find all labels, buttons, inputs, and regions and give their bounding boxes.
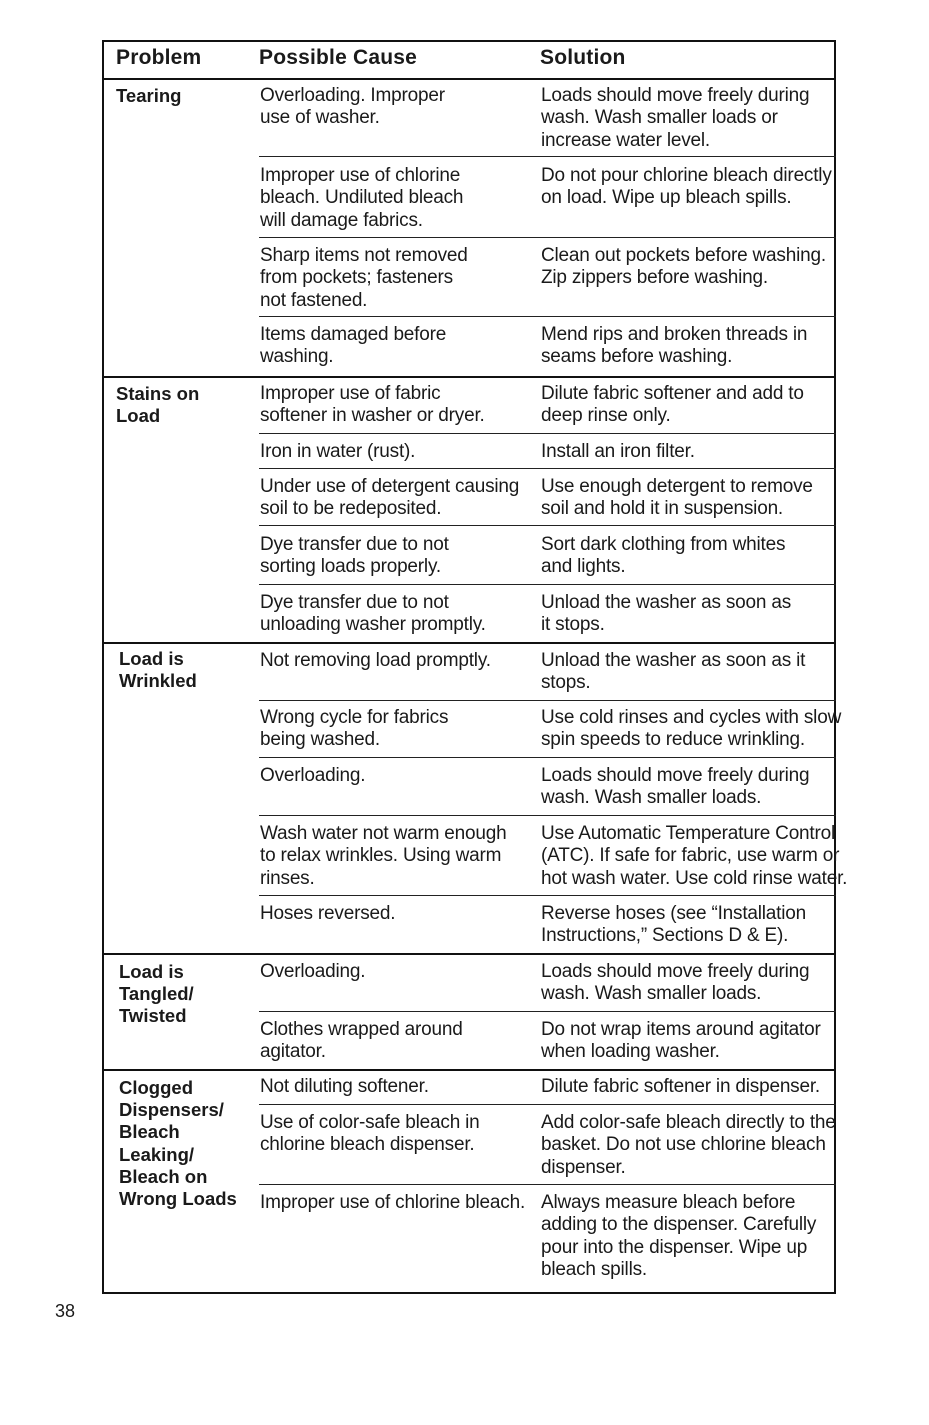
cause-text: Hoses reversed. bbox=[260, 903, 396, 924]
cause-text: Iron in water (rust). bbox=[260, 441, 416, 462]
cause-text: Items damaged before washing. bbox=[260, 324, 447, 368]
solution-text: Unload the washer as soon as it stops. bbox=[541, 592, 792, 636]
cause-text: Improper use of chlorine bleach. Undiluted bleach will damage fabrics. bbox=[260, 165, 464, 231]
cause-text: Not diluting softener. bbox=[260, 1076, 429, 1097]
column-header-problem: Problem bbox=[116, 46, 202, 69]
group-divider bbox=[102, 642, 836, 644]
solution-text: Loads should move freely during wash. Wash smaller loads. bbox=[541, 765, 810, 809]
cause-text: Dye transfer due to not sorting loads properly. bbox=[260, 534, 449, 578]
group-divider bbox=[102, 1069, 836, 1071]
group-divider bbox=[102, 376, 836, 378]
row-divider bbox=[259, 237, 836, 238]
solution-text: Loads should move freely during wash. Wash smaller loads. bbox=[541, 961, 810, 1005]
row-divider bbox=[259, 1011, 836, 1012]
solution-text: Use cold rinses and cycles with slow spin speeds to reduce wrinkling. bbox=[541, 707, 842, 751]
cause-text: Overloading. bbox=[260, 765, 366, 786]
cause-text: Wash water not warm enough to relax wrinkles. Using warm rinses. bbox=[260, 823, 507, 889]
problem-label: Load is Wrinkled bbox=[119, 648, 197, 692]
solution-text: Clean out pockets before washing. Zip zippers before washing. bbox=[541, 245, 826, 289]
solution-text: Add color-safe bleach directly to the basket. Do not use chlorine bleach dispenser. bbox=[541, 1112, 836, 1178]
row-divider bbox=[259, 433, 836, 434]
solution-text: Unload the washer as soon as it stops. bbox=[541, 650, 806, 694]
solution-text: Dilute fabric softener in dispenser. bbox=[541, 1076, 821, 1097]
page-number: 38 bbox=[55, 1301, 76, 1321]
cause-text: Sharp items not removed from pockets; fasteners not fastened. bbox=[260, 245, 468, 311]
solution-text: Do not wrap items around agitator when loading washer. bbox=[541, 1019, 821, 1063]
solution-text: Reverse hoses (see “Installation Instructions,” Sections D & E). bbox=[541, 903, 807, 947]
problem-label: Load is Tangled/ Twisted bbox=[119, 961, 194, 1027]
problem-label: Clogged Dispensers/ Bleach Leaking/ Bleach on Wrong Loads bbox=[119, 1077, 237, 1210]
solution-text: Dilute fabric softener and add to deep rinse only. bbox=[541, 383, 804, 427]
row-divider bbox=[259, 316, 836, 317]
cause-text: Not removing load promptly. bbox=[260, 650, 491, 671]
cause-text: Use of color-safe bleach in chlorine bleach dispenser. bbox=[260, 1112, 480, 1156]
solution-text: Use Automatic Temperature Control (ATC). If safe for fabric, use warm or hot wash water. Use cold rinse water. bbox=[541, 823, 848, 889]
solution-text: Sort dark clothing from whites and lights. bbox=[541, 534, 786, 578]
row-divider bbox=[259, 156, 836, 157]
group-divider bbox=[102, 953, 836, 955]
solution-text: Do not pour chlorine bleach directly on load. Wipe up bleach spills. bbox=[541, 165, 832, 209]
cause-text: Overloading. bbox=[260, 961, 366, 982]
row-divider bbox=[259, 468, 836, 469]
row-divider bbox=[259, 525, 836, 526]
row-divider bbox=[259, 815, 836, 816]
cause-text: Clothes wrapped around agitator. bbox=[260, 1019, 463, 1063]
header-divider bbox=[102, 78, 836, 80]
row-divider bbox=[259, 1184, 836, 1185]
row-divider bbox=[259, 700, 836, 701]
solution-text: Mend rips and broken threads in seams before washing. bbox=[541, 324, 808, 368]
solution-text: Always measure bleach before adding to the dispenser. Carefully pour into the dispenser. Wipe up bleach spills. bbox=[541, 1192, 817, 1281]
row-divider bbox=[259, 1104, 836, 1105]
cause-text: Under use of detergent causing soil to be redeposited. bbox=[260, 476, 520, 520]
problem-label: Tearing bbox=[116, 85, 182, 106]
row-divider bbox=[259, 757, 836, 758]
solution-text: Use enough detergent to remove soil and hold it in suspension. bbox=[541, 476, 813, 520]
column-header-cause: Possible Cause bbox=[259, 46, 418, 69]
cause-text: Overloading. Improper use of washer. bbox=[260, 85, 445, 129]
row-divider bbox=[259, 895, 836, 896]
solution-text: Loads should move freely during wash. Wash smaller loads or increase water level. bbox=[541, 85, 810, 151]
cause-text: Dye transfer due to not unloading washer promptly. bbox=[260, 592, 486, 636]
cause-text: Improper use of fabric softener in washer or dryer. bbox=[260, 383, 485, 427]
cause-text: Wrong cycle for fabrics being washed. bbox=[260, 707, 449, 751]
cause-text: Improper use of chlorine bleach. bbox=[260, 1192, 526, 1213]
row-divider bbox=[259, 584, 836, 585]
column-header-solution: Solution bbox=[540, 46, 626, 69]
solution-text: Install an iron filter. bbox=[541, 441, 695, 462]
problem-label: Stains on Load bbox=[116, 383, 200, 427]
